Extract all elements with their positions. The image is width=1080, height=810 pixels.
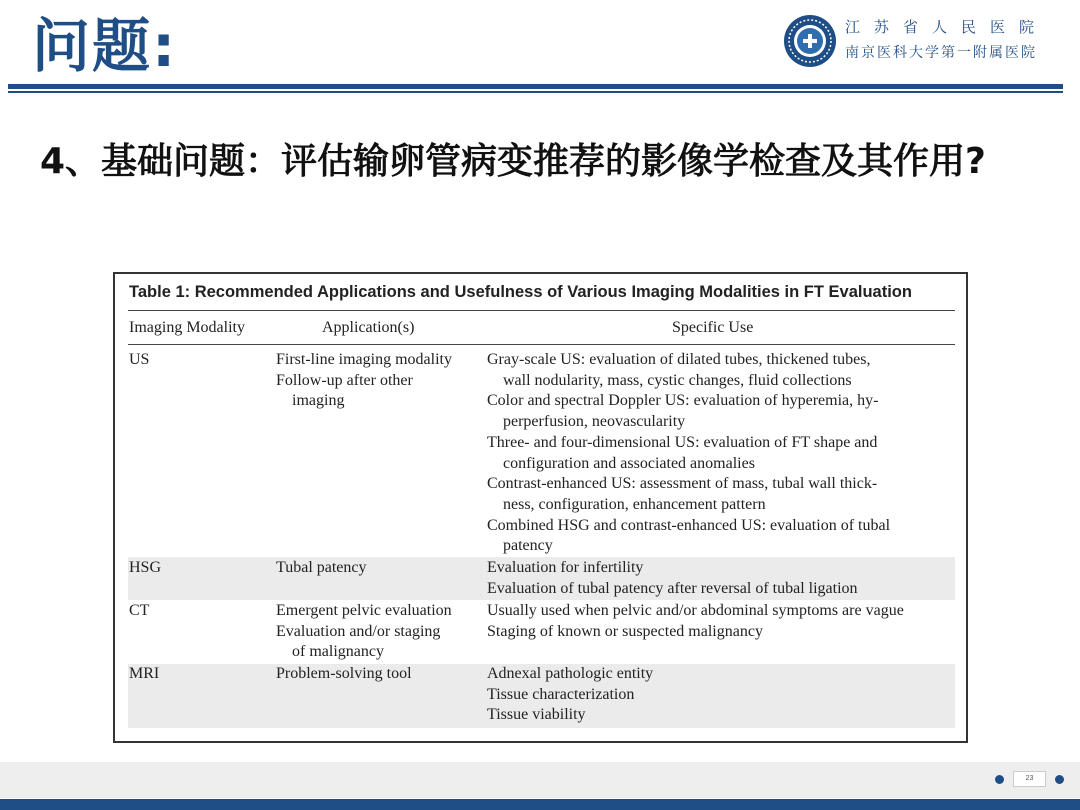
- header-divider: [8, 84, 1063, 89]
- use-line: Color and spectral Doppler US: evaluation of hyperemia, hy-: [487, 392, 879, 410]
- uses-hsg: [487, 558, 858, 599]
- question-text: 4、基础问题：评估输卵管病变推荐的影像学检查及其作用?: [40, 141, 986, 182]
- uses-us: [487, 350, 890, 557]
- caption-divider: [128, 310, 955, 311]
- use-line: patency: [503, 537, 553, 555]
- application-line: First-line imaging modality: [276, 351, 452, 368]
- header-divider-rule: [128, 344, 955, 345]
- application-line: Problem-solving tool: [276, 665, 412, 682]
- modality-ct: CT: [129, 602, 150, 619]
- use-line: Evaluation of tubal patency after reversal of tubal ligation: [487, 579, 858, 597]
- uses-ct: [487, 601, 904, 642]
- use-line: configuration and associated anomalies: [503, 454, 755, 472]
- hospital-emblem-icon: [783, 14, 837, 68]
- footer-bar: [0, 799, 1080, 810]
- use-line: wall nodularity, mass, cystic changes, fluid collections: [503, 371, 852, 389]
- use-line: Gray-scale US: evaluation of dilated tubes, thickened tubes,: [487, 351, 871, 368]
- use-line: Tissue characterization: [487, 685, 635, 703]
- uses-mri: [487, 664, 653, 726]
- modality-mri: MRI: [129, 665, 160, 682]
- application-line: Tubal patency: [276, 559, 367, 576]
- use-line: Tissue viability: [487, 706, 586, 724]
- application-line: imaging: [292, 392, 345, 410]
- page-number: 23: [1013, 771, 1046, 787]
- application-line: Follow-up after other: [276, 371, 413, 389]
- column-header-modality: Imaging Modality: [129, 319, 245, 336]
- slide-title: 问题:: [32, 12, 178, 80]
- imaging-modalities-table: [113, 272, 968, 743]
- applications-ct: [276, 601, 452, 663]
- applications-hsg: [276, 558, 367, 579]
- applications-us: [276, 350, 452, 412]
- use-line: Combined HSG and contrast-enhanced US: evaluation of tubal: [487, 516, 891, 534]
- use-line: Adnexal pathologic entity: [487, 665, 654, 682]
- use-line: perperfusion, neovascularity: [503, 413, 686, 431]
- column-header-applications: Application(s): [322, 319, 415, 336]
- column-header-specific-use: Specific Use: [672, 319, 754, 336]
- use-line: ness, configuration, enhancement pattern: [503, 495, 766, 513]
- use-line: Contrast-enhanced US: assessment of mass, tubal wall thick-: [487, 475, 878, 493]
- application-line: Emergent pelvic evaluation: [276, 602, 452, 619]
- footer-dot-icon: [995, 775, 1004, 784]
- use-line: Usually used when pelvic and/or abdominal symptoms are vague: [487, 602, 904, 619]
- applications-mri: [276, 664, 412, 685]
- modality-hsg: HSG: [129, 559, 162, 576]
- use-line: Three- and four-dimensional US: evaluation of FT shape and: [487, 433, 878, 451]
- footer-dot-icon: [1055, 775, 1064, 784]
- footer-band: [0, 762, 1080, 798]
- use-line: Evaluation for infertility: [487, 559, 644, 576]
- hospital-name: 江苏省人民医院: [845, 18, 1049, 36]
- use-line: Staging of known or suspected malignancy: [487, 622, 763, 640]
- table-caption: Table 1: Recommended Applications and Usefulness of Various Imaging Modalities in FT Evaluation: [129, 283, 912, 301]
- university-name: 南京医科大学第一附属医院: [845, 45, 1037, 61]
- modality-us: US: [129, 351, 150, 368]
- application-line: of malignancy: [292, 643, 384, 661]
- header-divider-thin: [8, 91, 1063, 93]
- hospital-logo-block: [783, 14, 1073, 72]
- application-line: Evaluation and/or staging: [276, 622, 441, 640]
